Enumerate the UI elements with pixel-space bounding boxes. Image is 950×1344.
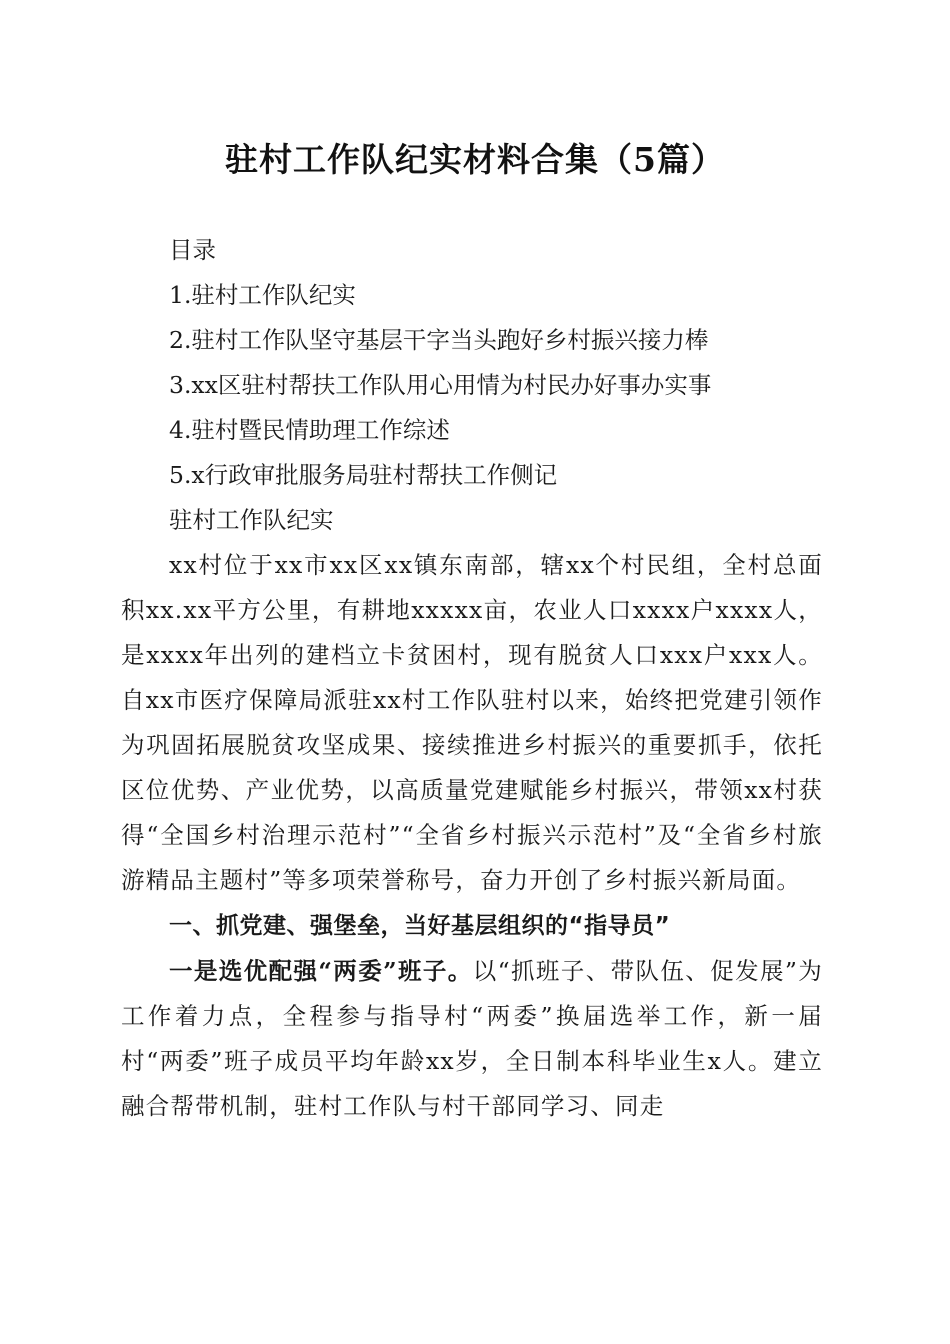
document-body xyxy=(121,228,823,1129)
toc-heading: 目录 xyxy=(169,236,216,264)
paragraph-1-lead: 一是选优配强“两委”班子。 xyxy=(169,957,473,985)
toc-item-4: 4.驻村暨民情助理工作综述 xyxy=(169,416,450,444)
paragraph-1 xyxy=(121,949,823,1129)
toc-item-3: 3.xx区驻村帮扶工作队用心用情为村民办好事办实事 xyxy=(169,371,712,399)
toc-item-5: 5.x行政审批服务局驻村帮扶工作侧记 xyxy=(169,461,558,489)
intro-paragraph: xx村位于xx市xx区xx镇东南部，辖xx个村民组，全村总面积xx.xx平方公里，有耕地xxxxx亩，农业人口xxxx户xxxx人，是xxxx年出列的建档立卡贫困村，现有脱贫人口xxx户xxx人。自xx市医疗保障局派驻xx村工作队驻村以来，始终把党建引领作为巩固拓展脱贫攻坚成果、接续推进乡村振兴的重要抓手，依托区位优势、产业优势，以高质量党建赋能乡村振兴，带领xx村获得“全国乡村治理示范村”“全省乡村振兴示范村”及“全省乡村旅游精品主题村”等多项荣誉称号，奋力开创了乡村振兴新局面。 xyxy=(121,551,823,894)
toc-item-1: 1.驻村工作队纪实 xyxy=(169,281,356,309)
section-heading-1: 一、抓党建、强堡垒，当好基层组织的“指导员” xyxy=(169,913,671,939)
document-title: 驻村工作队纪实材料合集（5篇） xyxy=(225,140,725,179)
section-title: 驻村工作队纪实 xyxy=(169,506,334,534)
paragraph-1-body: 以“抓班子、带队伍、促发展”为工作着力点，全程参与指导村“两委”换届选举工作，新一届村“两委”班子成员平均年龄xx岁，全日制本科毕业生x人。建立融合帮带机制，驻村工作队与村干部同学习、同走 xyxy=(121,957,823,1120)
toc-item-2: 2.驻村工作队坚守基层干字当头跑好乡村振兴接力棒 xyxy=(169,326,709,354)
